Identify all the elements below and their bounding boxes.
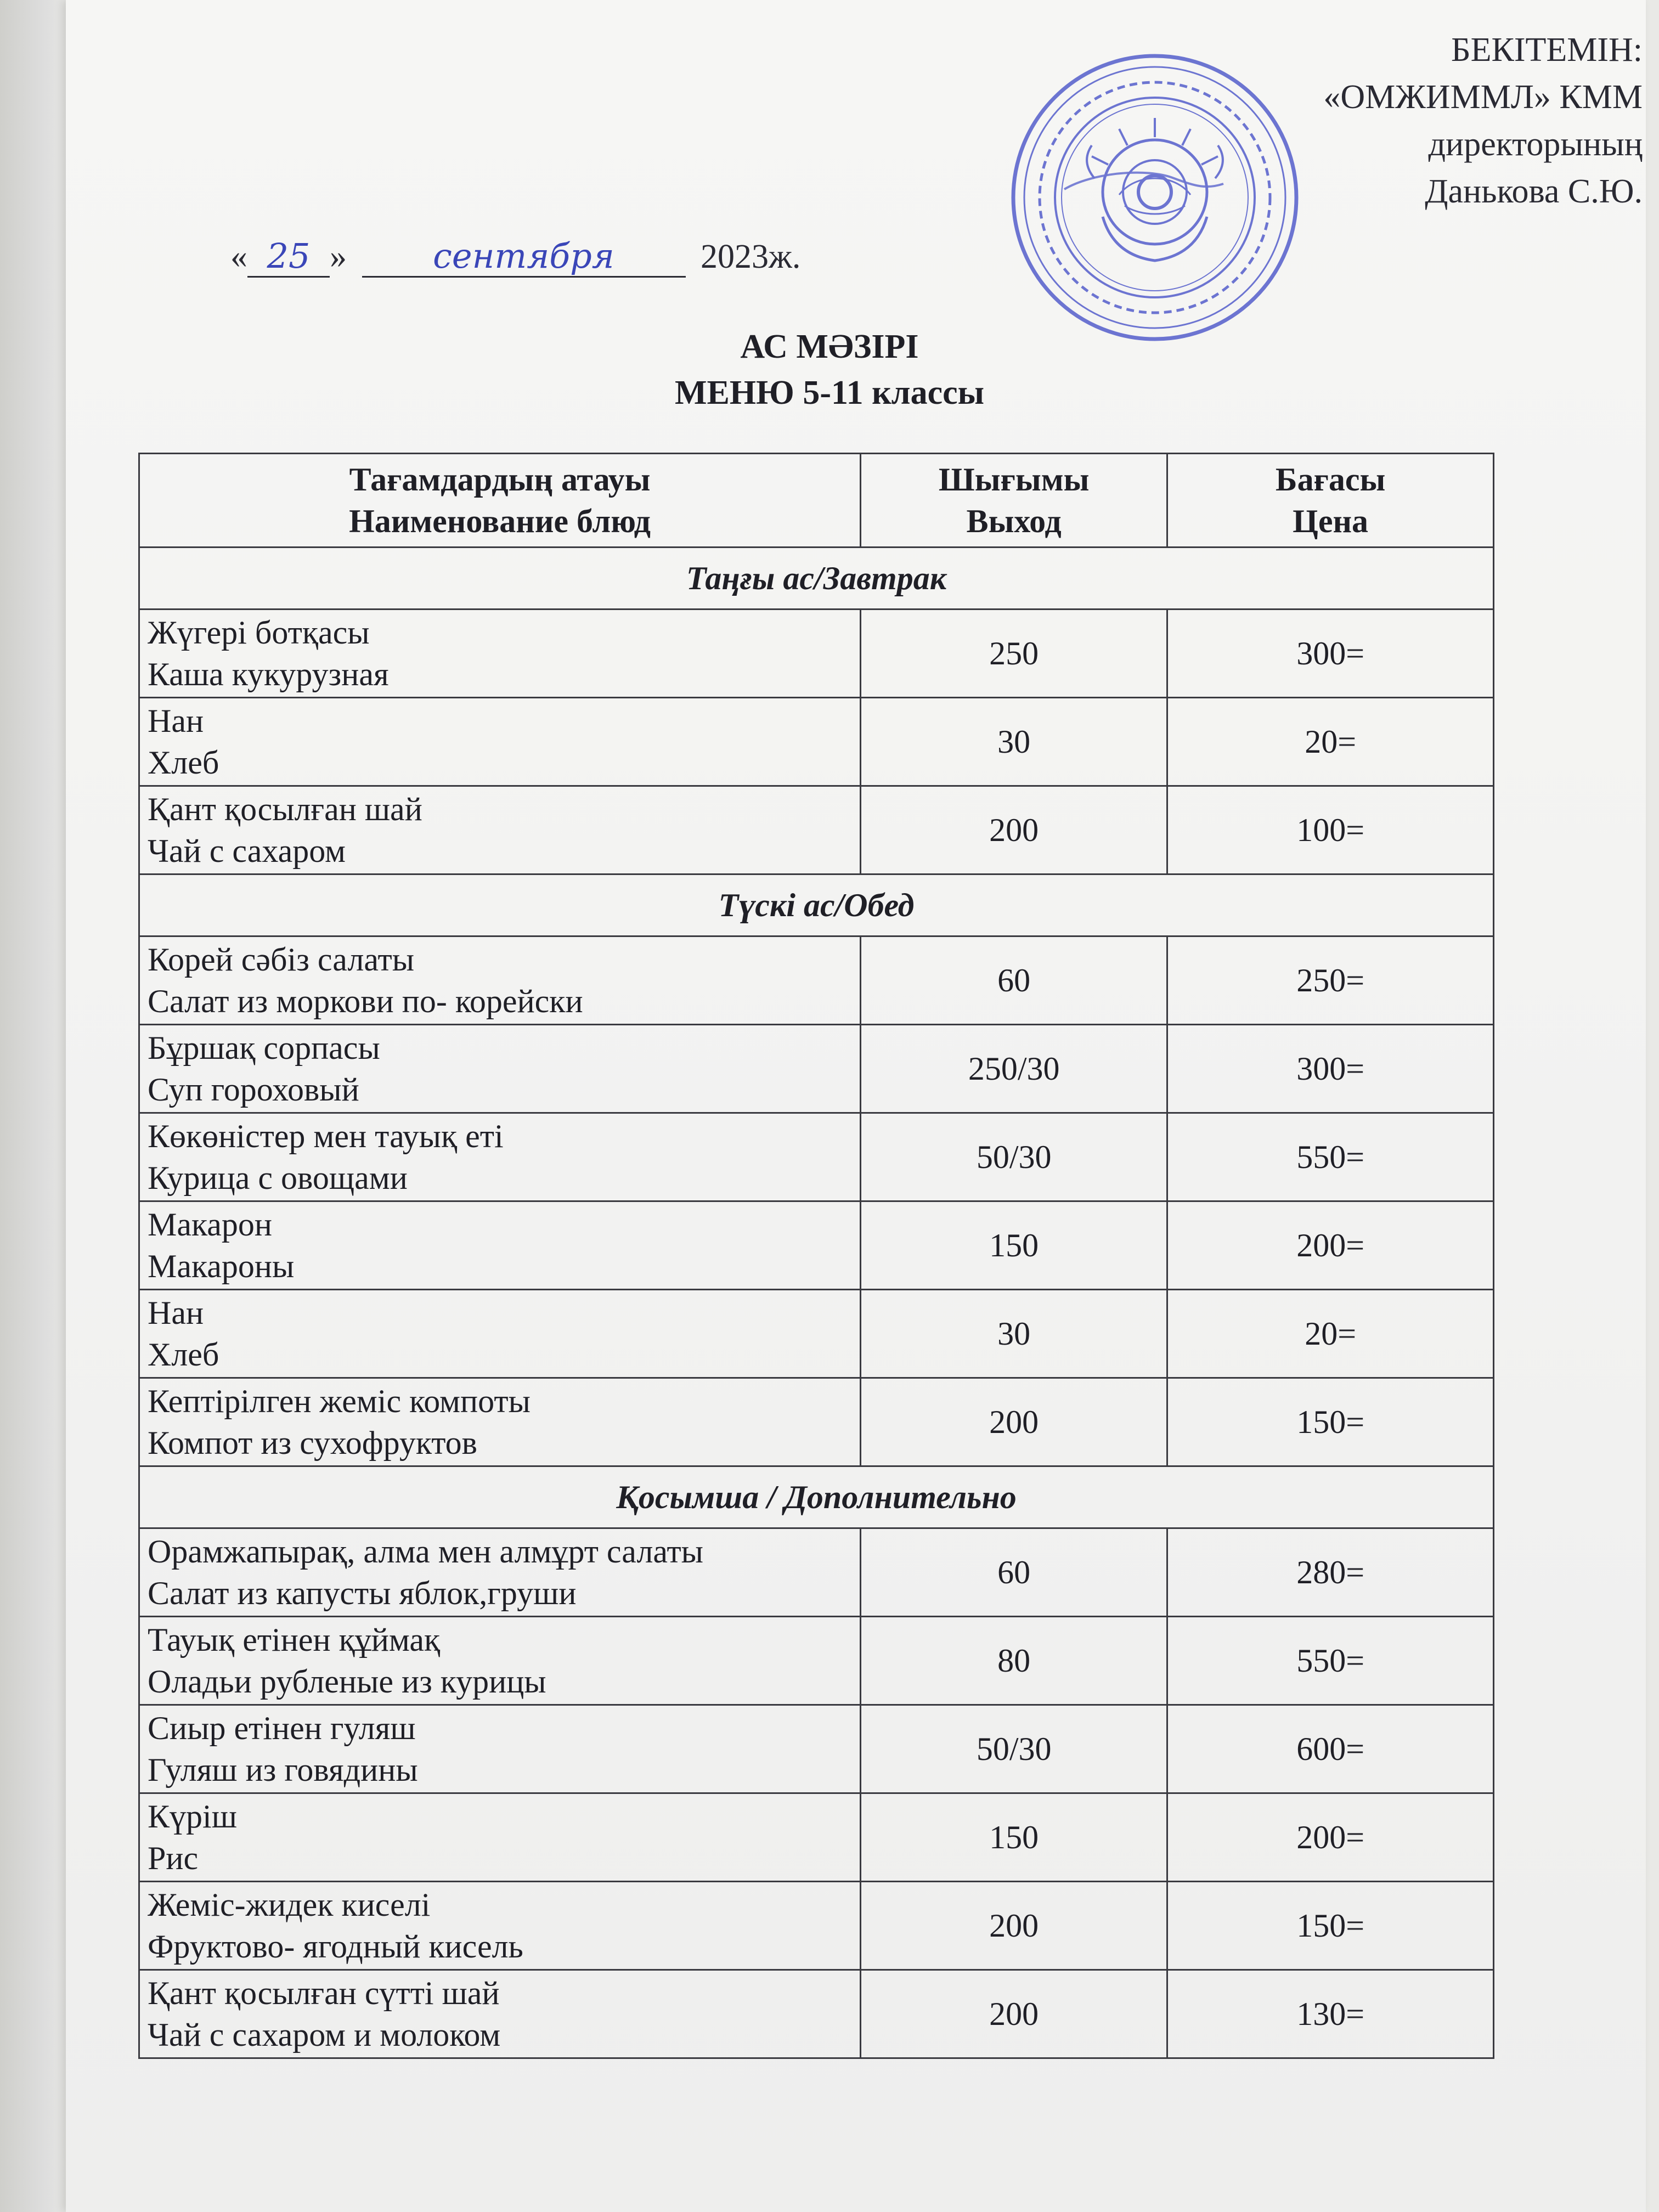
date-month: сентября (362, 236, 686, 278)
dish-name (139, 1025, 861, 1113)
dish-name-ru: Хлеб (148, 1336, 219, 1373)
table-row (139, 1705, 1494, 1793)
dish-price: 130= (1167, 1970, 1494, 2058)
dish-name-kz: Сиыр етінен гуляш (148, 1710, 416, 1746)
dish-name (139, 1617, 861, 1705)
menu-table (138, 453, 1494, 2059)
header-output-kz: Шығымы (938, 461, 1090, 498)
dish-price: 300= (1167, 610, 1494, 698)
dish-name-ru: Хлеб (148, 744, 219, 781)
dish-name (139, 1378, 861, 1466)
approval-line-3: директорының (1428, 126, 1643, 163)
dish-name (139, 698, 861, 786)
dish-name (139, 1113, 861, 1201)
dish-name-ru: Рис (148, 1840, 199, 1876)
title-kz: АС МӘЗІРІ (740, 328, 919, 365)
table-row (139, 936, 1494, 1025)
dish-name-ru: Гуляш из говядины (148, 1752, 418, 1788)
dish-name-ru: Салат из моркови по- корейски (148, 983, 583, 1019)
table-row (139, 1970, 1494, 2058)
header-row (139, 454, 1494, 548)
dish-price: 550= (1167, 1113, 1494, 1201)
dish-price: 200= (1167, 1201, 1494, 1290)
approval-line-2: «ОМЖИММЛ» КММ (1323, 78, 1643, 116)
dish-output: 50/30 (861, 1705, 1167, 1793)
table-row (139, 1793, 1494, 1882)
dish-price: 20= (1167, 698, 1494, 786)
approval-line-1: БЕКІТЕМІН: (1451, 31, 1643, 69)
header-price (1167, 454, 1494, 548)
dish-name-kz: Күріш (148, 1798, 237, 1835)
dish-name (139, 936, 861, 1025)
dish-output: 150 (861, 1793, 1167, 1882)
dish-name-kz: Қант қосылған шай (148, 791, 422, 827)
dish-name (139, 1970, 861, 2058)
dish-name-kz: Орамжапырақ, алма мен алмұрт салаты (148, 1533, 703, 1570)
dish-output: 200 (861, 1882, 1167, 1970)
date-day: 25 (247, 236, 330, 278)
dish-name-ru: Каша кукурузная (148, 656, 389, 692)
header-name (139, 454, 861, 548)
table-row (139, 1025, 1494, 1113)
dish-name (139, 1705, 861, 1793)
dish-name-kz: Нан (148, 1295, 204, 1331)
table-row (139, 698, 1494, 786)
dish-output: 200 (861, 786, 1167, 874)
dish-price: 550= (1167, 1617, 1494, 1705)
dish-name (139, 1290, 861, 1378)
header-price-kz: Бағасы (1275, 461, 1386, 498)
dish-price: 600= (1167, 1705, 1494, 1793)
dish-output: 30 (861, 698, 1167, 786)
dish-name (139, 1882, 861, 1970)
official-stamp (1009, 52, 1300, 343)
dish-name (139, 1793, 861, 1882)
dish-name-ru: Курица с овощами (148, 1160, 408, 1196)
dish-output: 150 (861, 1201, 1167, 1290)
table-row (139, 1882, 1494, 1970)
header-price-ru: Цена (1293, 503, 1369, 539)
dish-name-kz: Көкөністер мен тауық еті (148, 1118, 504, 1154)
dish-name (139, 786, 861, 874)
date-year: 2023ж. (701, 238, 801, 275)
dish-price: 150= (1167, 1882, 1494, 1970)
dish-name-ru: Оладьи рубленые из курицы (148, 1663, 546, 1700)
section-title: Таңғы ас/Завтрак (139, 548, 1494, 610)
section-row-breakfast (139, 548, 1494, 610)
date-line (230, 236, 800, 278)
table-row (139, 1201, 1494, 1290)
dish-name-ru: Чай с сахаром и молоком (148, 2017, 501, 2053)
dish-output: 60 (861, 936, 1167, 1025)
dish-output: 200 (861, 1378, 1167, 1466)
dish-name-ru: Чай с сахаром (148, 833, 346, 869)
dish-name-kz: Бұршақ сорпасы (148, 1030, 380, 1066)
table-row (139, 1290, 1494, 1378)
header-name-kz: Тағамдардың атауы (349, 461, 651, 498)
date-open-quote: « (230, 238, 247, 275)
header-name-ru: Наименование блюд (349, 503, 651, 539)
dish-name (139, 610, 861, 698)
dish-name-kz: Жүгері ботқасы (148, 614, 370, 651)
dish-name-ru: Салат из капусты яблок,груши (148, 1575, 577, 1611)
section-row-lunch (139, 874, 1494, 936)
title-ru: МЕНЮ 5-11 классы (674, 374, 985, 411)
dish-name-kz: Тауық етінен құймақ (148, 1622, 441, 1658)
dish-output: 200 (861, 1970, 1167, 2058)
section-title: Түскі ас/Обед (139, 874, 1494, 936)
dish-price: 150= (1167, 1378, 1494, 1466)
dish-price: 300= (1167, 1025, 1494, 1113)
dish-name-ru: Макароны (148, 1248, 295, 1284)
date-close-quote: » (330, 238, 347, 275)
table-row (139, 610, 1494, 698)
dish-price: 200= (1167, 1793, 1494, 1882)
dish-name-kz: Макарон (148, 1206, 272, 1243)
dish-output: 250/30 (861, 1025, 1167, 1113)
dish-output: 30 (861, 1290, 1167, 1378)
dish-name-ru: Компот из сухофруктов (148, 1425, 477, 1461)
section-title: Қосымша / Дополнительно (139, 1466, 1494, 1528)
dish-name-kz: Жеміс-жидек киселі (148, 1887, 431, 1923)
dish-name-ru: Суп гороховый (148, 1071, 359, 1108)
header-output-ru: Выход (966, 503, 1062, 539)
table-row (139, 1528, 1494, 1617)
header-output (861, 454, 1167, 548)
dish-price: 280= (1167, 1528, 1494, 1617)
dish-output: 250 (861, 610, 1167, 698)
dish-output: 80 (861, 1617, 1167, 1705)
section-row-additional (139, 1466, 1494, 1528)
dish-output: 50/30 (861, 1113, 1167, 1201)
dish-output: 60 (861, 1528, 1167, 1617)
dish-name-kz: Корей сәбіз салаты (148, 941, 415, 978)
dish-name (139, 1201, 861, 1290)
dish-price: 20= (1167, 1290, 1494, 1378)
dish-name (139, 1528, 861, 1617)
approval-line-4: Данькова С.Ю. (1425, 173, 1643, 210)
dish-name-kz: Кептірілген жеміс компоты (148, 1383, 531, 1419)
dish-name-kz: Нан (148, 703, 204, 739)
table-row (139, 1378, 1494, 1466)
dish-name-kz: Қант қосылған сүтті шай (148, 1975, 500, 2011)
menu-titles (0, 324, 1659, 416)
table-row (139, 786, 1494, 874)
table-row (139, 1617, 1494, 1705)
approval-block (1323, 26, 1643, 215)
dish-price: 100= (1167, 786, 1494, 874)
table-row (139, 1113, 1494, 1201)
dish-name-ru: Фруктово- ягодный кисель (148, 1928, 523, 1965)
dish-price: 250= (1167, 936, 1494, 1025)
